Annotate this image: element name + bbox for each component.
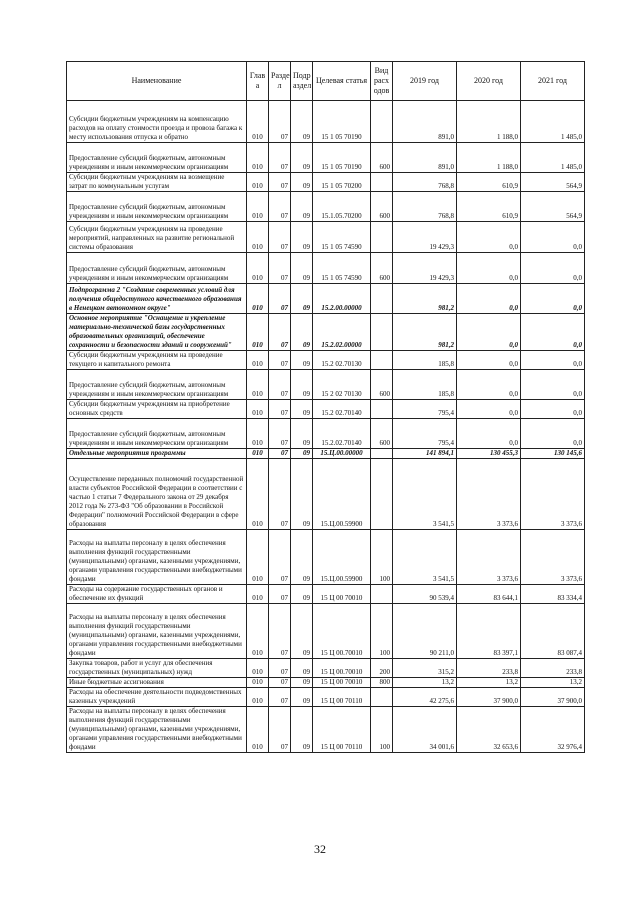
table-row bbox=[67, 688, 585, 707]
row-name: Подпрограмма 2 "Создание современных условий для получения общедоступного качественного образования в Ненецком автономном округе" bbox=[67, 284, 247, 314]
row-2020: 0,0 bbox=[457, 222, 521, 253]
row-glava: 010 bbox=[247, 419, 269, 449]
row-target: 15.2.02.70140 bbox=[313, 419, 371, 449]
header-podrazdel: Подр аздел bbox=[291, 62, 313, 101]
row-2019: 795,4 bbox=[393, 400, 457, 419]
row-glava: 010 bbox=[247, 585, 269, 604]
row-podrazdel: 09 bbox=[291, 314, 313, 351]
header-2020: 2020 год bbox=[457, 62, 521, 101]
row-vid bbox=[371, 459, 393, 530]
table-row bbox=[67, 530, 585, 585]
header-glava: Глав а bbox=[247, 62, 269, 101]
row-2019: 185,8 bbox=[393, 370, 457, 400]
table-row bbox=[67, 659, 585, 678]
row-podrazdel: 09 bbox=[291, 173, 313, 192]
row-vid bbox=[371, 314, 393, 351]
row-target: 15 2 02 70130 bbox=[313, 370, 371, 400]
row-2019: 891,0 bbox=[393, 101, 457, 143]
header-2021: 2021 год bbox=[521, 62, 585, 101]
row-glava: 010 bbox=[247, 400, 269, 419]
row-razdel: 07 bbox=[269, 101, 291, 143]
row-name: Закупка товаров, работ и услуг для обеспечения государственных (муниципальных) нужд bbox=[67, 659, 247, 678]
row-2020: 83 644,1 bbox=[457, 585, 521, 604]
row-target: 15 Ц 00 70110 bbox=[313, 688, 371, 707]
row-2020: 1 188,0 bbox=[457, 101, 521, 143]
row-name: Расходы на содержание государственных органов и обеспечение их функций bbox=[67, 585, 247, 604]
row-vid bbox=[371, 222, 393, 253]
row-2019: 795,4 bbox=[393, 419, 457, 449]
row-vid: 800 bbox=[371, 678, 393, 688]
table-row bbox=[67, 604, 585, 659]
row-2020: 32 653,6 bbox=[457, 707, 521, 753]
row-2021: 37 900,0 bbox=[521, 688, 585, 707]
row-2021: 564,9 bbox=[521, 192, 585, 222]
row-2021: 3 373,6 bbox=[521, 530, 585, 585]
row-2019: 34 001,6 bbox=[393, 707, 457, 753]
header-vid: Вид расх одов bbox=[371, 62, 393, 101]
row-2019: 891,0 bbox=[393, 143, 457, 173]
row-target: 15 Ц 00 70110 bbox=[313, 707, 371, 753]
row-podrazdel: 09 bbox=[291, 530, 313, 585]
table-row bbox=[67, 143, 585, 173]
row-razdel: 07 bbox=[269, 688, 291, 707]
row-2019: 13,2 bbox=[393, 678, 457, 688]
row-2021: 564,9 bbox=[521, 173, 585, 192]
table-row bbox=[67, 173, 585, 192]
row-2020: 37 900,0 bbox=[457, 688, 521, 707]
row-glava: 010 bbox=[247, 688, 269, 707]
row-name: Расходы на выплаты персоналу в целях обеспечения выполнения функций государственными (муниципальными) органами, казенными учреждениями, органами управления государственными внебюджетными фондами bbox=[67, 604, 247, 659]
row-2021: 0,0 bbox=[521, 370, 585, 400]
row-2021: 0,0 bbox=[521, 253, 585, 284]
row-name: Расходы на выплаты персоналу в целях обеспечения выполнения функций государственными (муниципальными) органами, казенными учреждениями, органами управления государственными внебюджетными фондами bbox=[67, 707, 247, 753]
row-glava: 010 bbox=[247, 459, 269, 530]
row-podrazdel: 09 bbox=[291, 678, 313, 688]
row-glava: 010 bbox=[247, 314, 269, 351]
row-glava: 010 bbox=[247, 143, 269, 173]
row-2020: 0,0 bbox=[457, 351, 521, 370]
row-vid: 600 bbox=[371, 419, 393, 449]
row-podrazdel: 09 bbox=[291, 419, 313, 449]
page-number: 32 bbox=[314, 842, 326, 856]
table-header bbox=[67, 62, 585, 101]
table-row bbox=[67, 101, 585, 143]
row-name: Субсидии бюджетным учреждениям на приобретение основных средств bbox=[67, 400, 247, 419]
table-row bbox=[67, 351, 585, 370]
row-2021: 3 373,6 bbox=[521, 459, 585, 530]
row-glava: 010 bbox=[247, 370, 269, 400]
row-name: Субсидии бюджетным учреждениям на компенсацию расходов на оплату стоимости проезда и провоза багажа к месту использования отпуска и обратно bbox=[67, 101, 247, 143]
row-vid bbox=[371, 173, 393, 192]
row-glava: 010 bbox=[247, 530, 269, 585]
row-name: Субсидии бюджетным учреждениям на проведение мероприятий, направленных на развитие региональной системы образования bbox=[67, 222, 247, 253]
row-2021: 32 976,4 bbox=[521, 707, 585, 753]
row-2019: 768,8 bbox=[393, 173, 457, 192]
row-razdel: 07 bbox=[269, 222, 291, 253]
row-target: 15 Ц 00.70010 bbox=[313, 659, 371, 678]
row-2021: 13,2 bbox=[521, 678, 585, 688]
row-glava: 010 bbox=[247, 253, 269, 284]
row-target: 15.2.02.00000 bbox=[313, 314, 371, 351]
row-name: Осуществление переданных полномочий государственной власти субъектов Российской Федерации в соответствии с частью 1 статьи 7 Федерального закона от 29 декабря 2012 года № 273-ФЗ "Об образовании в Российской Федерации" полномочий Российской Федерации в сфере образования bbox=[67, 459, 247, 530]
row-name: Иные бюджетные ассигнования bbox=[67, 678, 247, 688]
row-target: 15.1.05.70200 bbox=[313, 192, 371, 222]
table-row bbox=[67, 314, 585, 351]
row-2020: 130 455,3 bbox=[457, 449, 521, 459]
row-vid bbox=[371, 585, 393, 604]
row-razdel: 07 bbox=[269, 678, 291, 688]
row-vid: 100 bbox=[371, 530, 393, 585]
row-vid bbox=[371, 688, 393, 707]
table-row bbox=[67, 222, 585, 253]
row-name: Предоставление субсидий бюджетным, автономным учреждениям и иным некоммерческим организациям bbox=[67, 192, 247, 222]
row-2021: 0,0 bbox=[521, 419, 585, 449]
row-podrazdel: 09 bbox=[291, 192, 313, 222]
row-podrazdel: 09 bbox=[291, 459, 313, 530]
row-razdel: 07 bbox=[269, 419, 291, 449]
row-2021: 0,0 bbox=[521, 284, 585, 314]
row-target: 15.Ц.00.59900 bbox=[313, 530, 371, 585]
row-2019: 19 429,3 bbox=[393, 253, 457, 284]
row-razdel: 07 bbox=[269, 530, 291, 585]
row-target: 15 1 05 70200 bbox=[313, 173, 371, 192]
row-2019: 141 894,1 bbox=[393, 449, 457, 459]
row-2021: 83 087,4 bbox=[521, 604, 585, 659]
row-2020: 3 373,6 bbox=[457, 530, 521, 585]
row-vid bbox=[371, 449, 393, 459]
table-row bbox=[67, 400, 585, 419]
row-name: Расходы на выплаты персоналу в целях обеспечения выполнения функций государственными (муниципальными) органами, казенными учреждениями, органами управления государственными внебюджетными фондами bbox=[67, 530, 247, 585]
row-name: Предоставление субсидий бюджетным, автономным учреждениям и иным некоммерческим организациям bbox=[67, 143, 247, 173]
row-podrazdel: 09 bbox=[291, 400, 313, 419]
row-2021: 0,0 bbox=[521, 314, 585, 351]
row-glava: 010 bbox=[247, 101, 269, 143]
row-razdel: 07 bbox=[269, 370, 291, 400]
row-glava: 010 bbox=[247, 659, 269, 678]
header-2019: 2019 год bbox=[393, 62, 457, 101]
row-2020: 13,2 bbox=[457, 678, 521, 688]
row-target: 15.2 02.70140 bbox=[313, 400, 371, 419]
row-razdel: 07 bbox=[269, 585, 291, 604]
table-row bbox=[67, 192, 585, 222]
row-vid: 100 bbox=[371, 707, 393, 753]
table-row bbox=[67, 449, 585, 459]
row-2020: 0,0 bbox=[457, 253, 521, 284]
row-2019: 981,2 bbox=[393, 284, 457, 314]
row-target: 15 Ц 00.70010 bbox=[313, 604, 371, 659]
row-target: 15 Ц 00 70010 bbox=[313, 585, 371, 604]
row-glava: 010 bbox=[247, 222, 269, 253]
row-glava: 010 bbox=[247, 351, 269, 370]
row-glava: 010 bbox=[247, 604, 269, 659]
row-razdel: 07 bbox=[269, 659, 291, 678]
row-2021: 83 334,4 bbox=[521, 585, 585, 604]
row-razdel: 07 bbox=[269, 253, 291, 284]
row-name: Расходы на обеспечение деятельности подведомственных казенных учреждений bbox=[67, 688, 247, 707]
row-2021: 130 145,6 bbox=[521, 449, 585, 459]
row-razdel: 07 bbox=[269, 604, 291, 659]
row-2019: 315,2 bbox=[393, 659, 457, 678]
row-name: Предоставление субсидий бюджетным, автономным учреждениям и иным некоммерческим организациям bbox=[67, 419, 247, 449]
row-razdel: 07 bbox=[269, 351, 291, 370]
row-name: Основное мероприятие "Оснащение и укрепление материально-технической базы государственных образовательных организаций, обеспечение сохранности и безопасности зданий и сооружений" bbox=[67, 314, 247, 351]
row-vid bbox=[371, 284, 393, 314]
row-target: 15 Ц 00 70010 bbox=[313, 678, 371, 688]
row-target: 15.Ц.00.00000 bbox=[313, 449, 371, 459]
row-name: Предоставление субсидий бюджетным, автономным учреждениям и иным некоммерческим организациям bbox=[67, 370, 247, 400]
table-row bbox=[67, 419, 585, 449]
row-2020: 83 397,1 bbox=[457, 604, 521, 659]
row-2019: 768,8 bbox=[393, 192, 457, 222]
row-2019: 3 541,5 bbox=[393, 459, 457, 530]
row-2020: 233,8 bbox=[457, 659, 521, 678]
row-podrazdel: 09 bbox=[291, 604, 313, 659]
row-vid bbox=[371, 400, 393, 419]
row-glava: 010 bbox=[247, 192, 269, 222]
row-vid: 600 bbox=[371, 370, 393, 400]
row-razdel: 07 bbox=[269, 192, 291, 222]
row-razdel: 07 bbox=[269, 284, 291, 314]
row-2021: 0,0 bbox=[521, 351, 585, 370]
row-razdel: 07 bbox=[269, 173, 291, 192]
row-podrazdel: 09 bbox=[291, 253, 313, 284]
row-podrazdel: 09 bbox=[291, 101, 313, 143]
row-razdel: 07 bbox=[269, 459, 291, 530]
row-razdel: 07 bbox=[269, 143, 291, 173]
row-2021: 0,0 bbox=[521, 400, 585, 419]
row-glava: 010 bbox=[247, 284, 269, 314]
table-row bbox=[67, 459, 585, 530]
row-name: Субсидии бюджетным учреждениям на проведение текущего и капитального ремонта bbox=[67, 351, 247, 370]
row-glava: 010 bbox=[247, 449, 269, 459]
row-target: 15.2 02.70130 bbox=[313, 351, 371, 370]
row-2020: 0,0 bbox=[457, 419, 521, 449]
row-target: 15 1 05 70190 bbox=[313, 101, 371, 143]
row-podrazdel: 09 bbox=[291, 707, 313, 753]
row-target: 15 1 05 70190 bbox=[313, 143, 371, 173]
row-razdel: 07 bbox=[269, 314, 291, 351]
row-vid: 600 bbox=[371, 192, 393, 222]
table-row bbox=[67, 585, 585, 604]
row-podrazdel: 09 bbox=[291, 284, 313, 314]
row-2020: 0,0 bbox=[457, 284, 521, 314]
row-2020: 610,9 bbox=[457, 173, 521, 192]
row-2019: 3 541,5 bbox=[393, 530, 457, 585]
row-vid: 600 bbox=[371, 143, 393, 173]
row-podrazdel: 09 bbox=[291, 585, 313, 604]
row-2021: 0,0 bbox=[521, 222, 585, 253]
row-2019: 90 539,4 bbox=[393, 585, 457, 604]
row-razdel: 07 bbox=[269, 707, 291, 753]
row-2019: 42 275,6 bbox=[393, 688, 457, 707]
row-2020: 0,0 bbox=[457, 400, 521, 419]
row-2020: 0,0 bbox=[457, 370, 521, 400]
row-podrazdel: 09 bbox=[291, 222, 313, 253]
header-target: Целевая статья bbox=[313, 62, 371, 101]
row-podrazdel: 09 bbox=[291, 688, 313, 707]
row-vid: 200 bbox=[371, 659, 393, 678]
row-2020: 0,0 bbox=[457, 314, 521, 351]
table-row bbox=[67, 707, 585, 753]
row-2020: 610,9 bbox=[457, 192, 521, 222]
row-podrazdel: 09 bbox=[291, 351, 313, 370]
row-2019: 185,8 bbox=[393, 351, 457, 370]
row-2021: 1 485,0 bbox=[521, 143, 585, 173]
table-row bbox=[67, 284, 585, 314]
row-vid bbox=[371, 101, 393, 143]
table-row bbox=[67, 678, 585, 688]
row-target: 15 1 05 74590 bbox=[313, 253, 371, 284]
row-vid: 100 bbox=[371, 604, 393, 659]
row-2019: 981,2 bbox=[393, 314, 457, 351]
row-podrazdel: 09 bbox=[291, 143, 313, 173]
row-podrazdel: 09 bbox=[291, 659, 313, 678]
row-podrazdel: 09 bbox=[291, 370, 313, 400]
row-name: Предоставление субсидий бюджетным, автономным учреждениям и иным некоммерческим организациям bbox=[67, 253, 247, 284]
row-2020: 1 188,0 bbox=[457, 143, 521, 173]
row-podrazdel: 09 bbox=[291, 449, 313, 459]
row-2021: 233,8 bbox=[521, 659, 585, 678]
header-razdel: Разде л bbox=[269, 62, 291, 101]
row-glava: 010 bbox=[247, 173, 269, 192]
budget-table bbox=[66, 61, 585, 753]
row-glava: 010 bbox=[247, 678, 269, 688]
row-target: 15 1 05 74590 bbox=[313, 222, 371, 253]
row-name: Субсидии бюджетным учреждениям на возмещение затрат по коммунальным услугам bbox=[67, 173, 247, 192]
row-target: 15.Ц.00.59900 bbox=[313, 459, 371, 530]
row-vid bbox=[371, 351, 393, 370]
row-name: Отдельные мероприятия программы bbox=[67, 449, 247, 459]
header-name: Наименование bbox=[67, 62, 247, 101]
row-2019: 19 429,3 bbox=[393, 222, 457, 253]
row-razdel: 07 bbox=[269, 400, 291, 419]
table-row bbox=[67, 253, 585, 284]
row-2019: 90 211,0 bbox=[393, 604, 457, 659]
row-2021: 1 485,0 bbox=[521, 101, 585, 143]
row-2020: 3 373,6 bbox=[457, 459, 521, 530]
row-glava: 010 bbox=[247, 707, 269, 753]
row-target: 15.2.00.00000 bbox=[313, 284, 371, 314]
row-razdel: 07 bbox=[269, 449, 291, 459]
row-vid: 600 bbox=[371, 253, 393, 284]
table-row bbox=[67, 370, 585, 400]
table-body bbox=[67, 101, 585, 753]
